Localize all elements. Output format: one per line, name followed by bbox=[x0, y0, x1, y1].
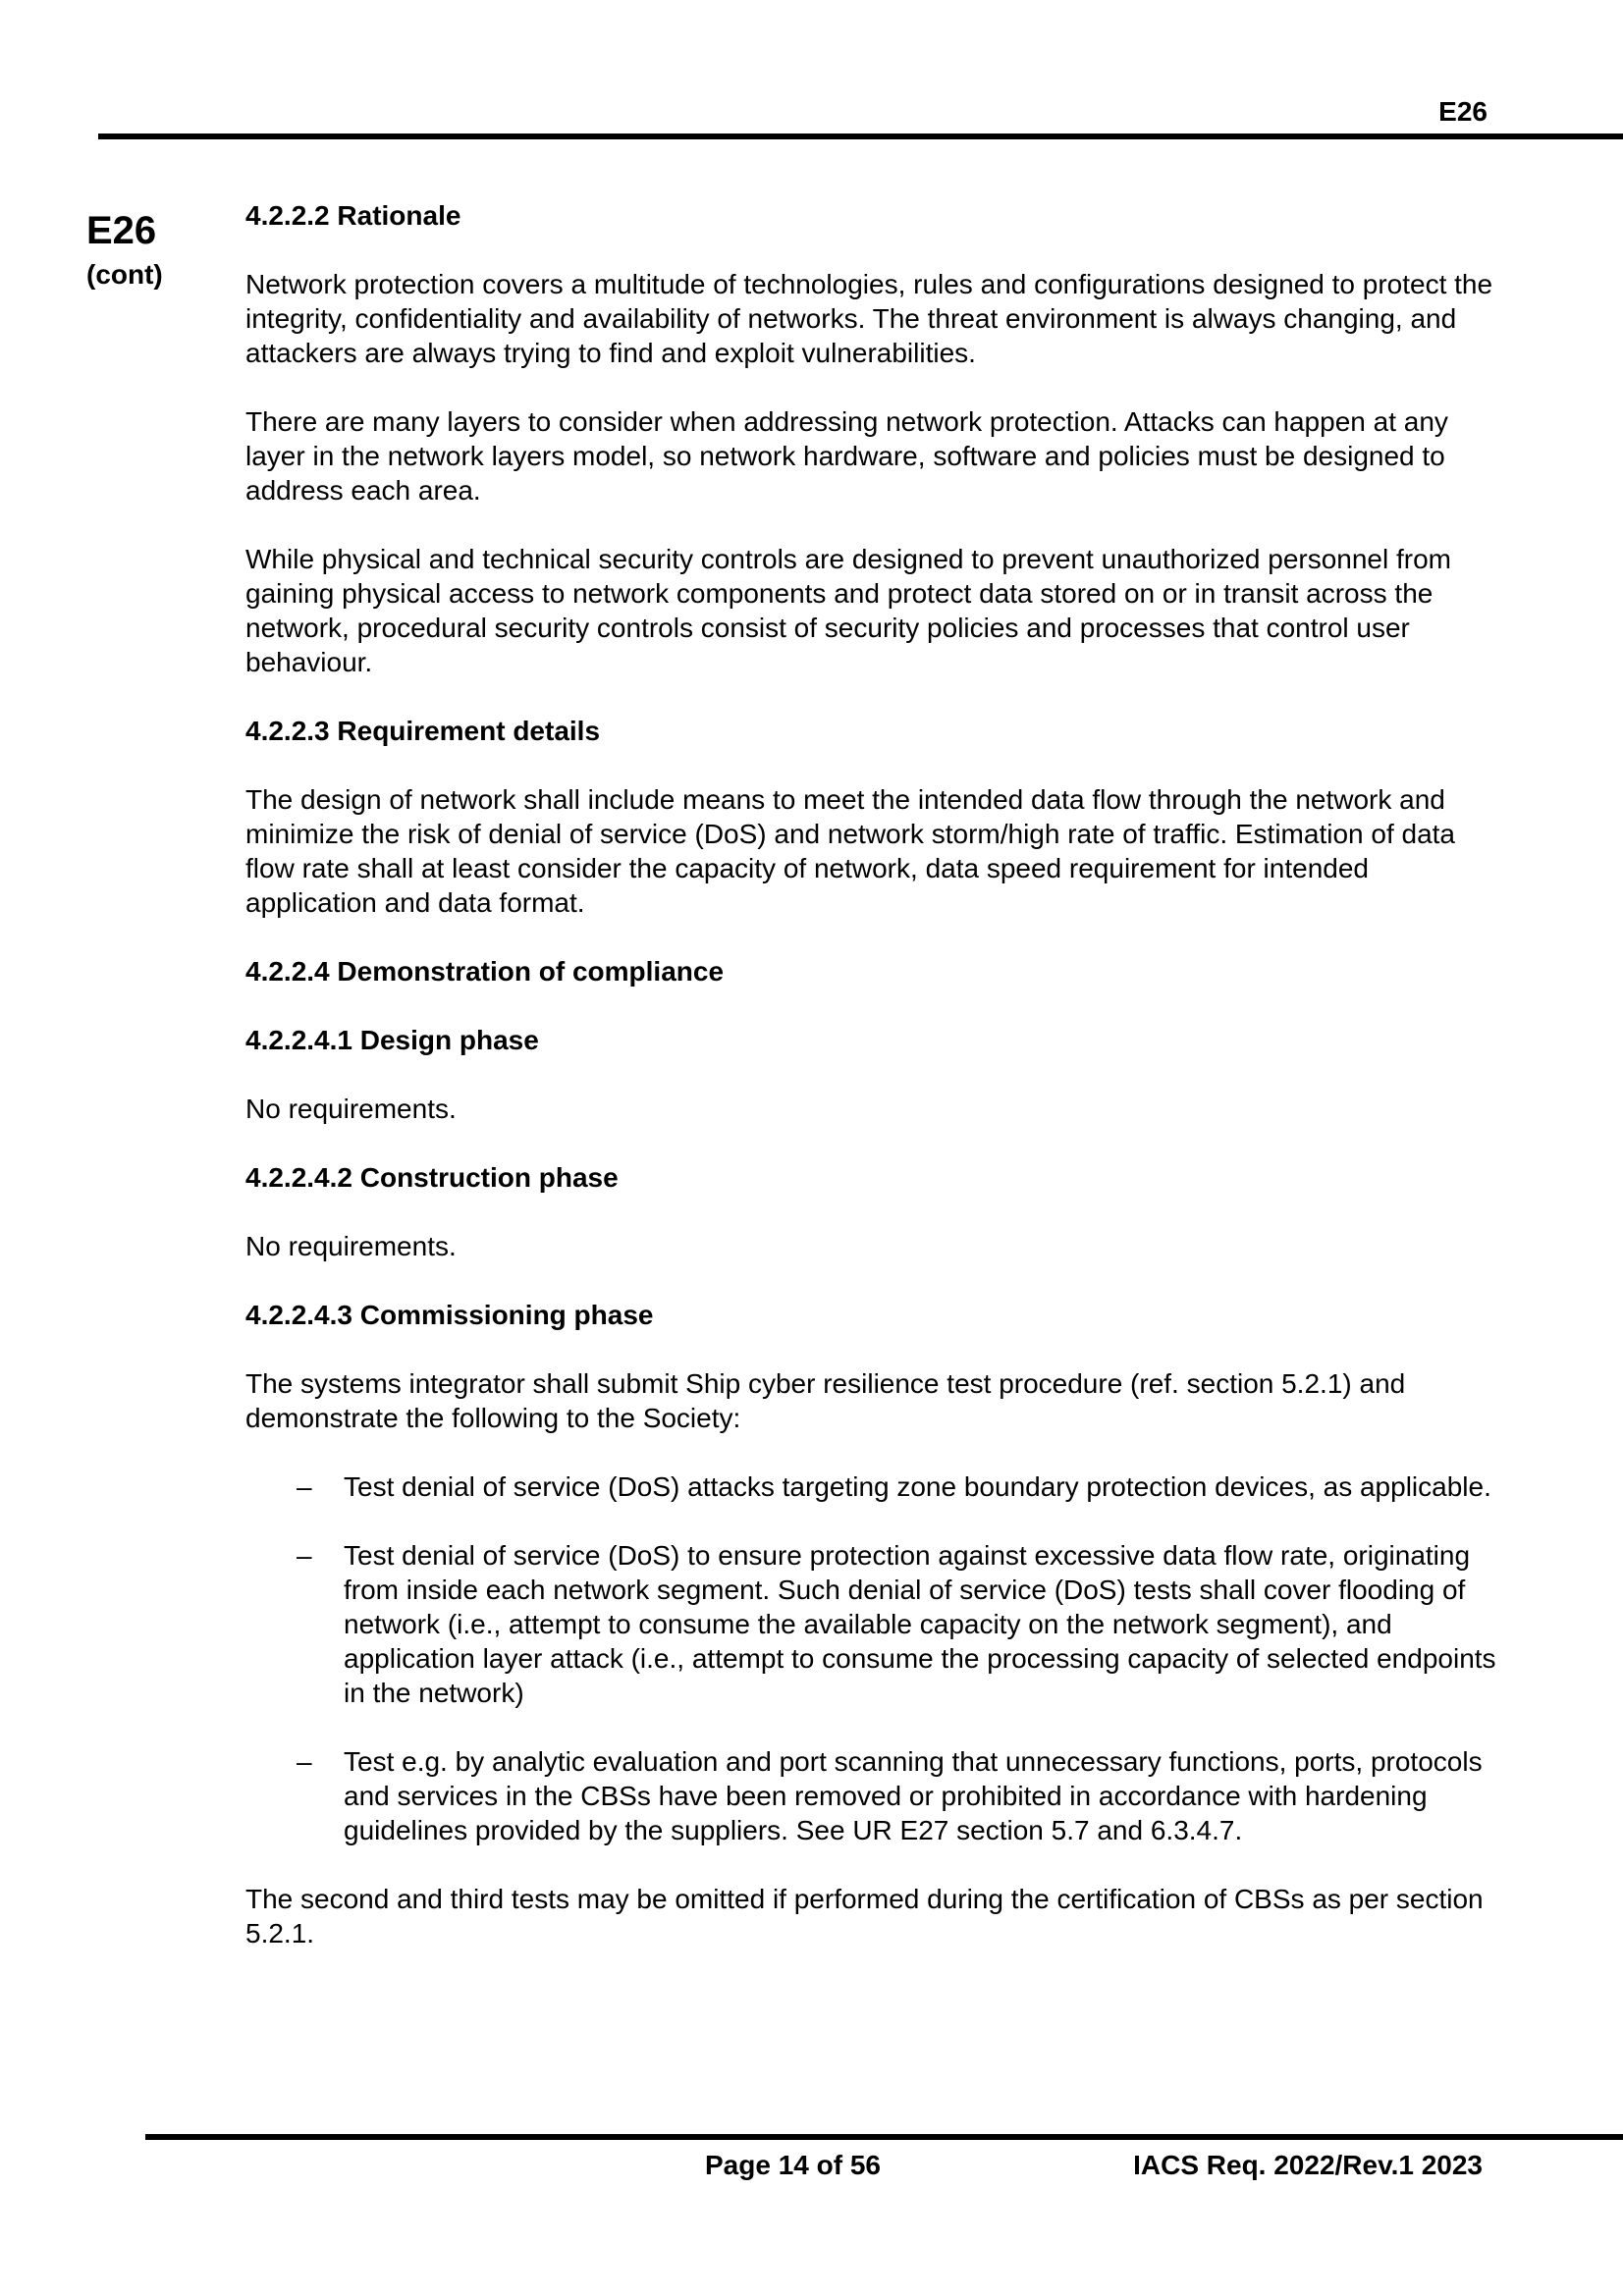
sidebar-code: E26 bbox=[86, 209, 157, 252]
header-code: E26 bbox=[1438, 96, 1488, 127]
paragraph: No requirements. bbox=[245, 1094, 457, 1124]
paragraph: The design of network shall include means to meet the intended data flow through the network and minimize the risk of denial of service (DoS) and network storm/high rate of traffic. Estimation of data flow rate shall at least consider the capacity of network, data speed requirement for intended application and data format. bbox=[245, 784, 1455, 918]
dash-marker: – bbox=[297, 1540, 312, 1571]
header-rule bbox=[98, 133, 1623, 139]
section-heading: 4.2.2.3 Requirement details bbox=[245, 716, 601, 746]
footer-rule bbox=[145, 2134, 1623, 2140]
list-item bbox=[245, 1744, 1497, 1847]
paragraph: The second and third tests may be omitted if performed during the certification of CBSs as per section 5.2.1. bbox=[245, 1884, 1484, 1949]
page-number: Page 14 of 56 bbox=[705, 2150, 881, 2180]
section-heading: 4.2.2.2 Rationale bbox=[245, 200, 461, 231]
test-list bbox=[245, 1469, 1497, 1847]
section-heading: 4.2.2.4.3 Commissioning phase bbox=[245, 1300, 654, 1330]
document-reference: IACS Req. 2022/Rev.1 2023 bbox=[1133, 2150, 1483, 2180]
sidebar-cont: (cont) bbox=[86, 259, 163, 290]
dash-marker: – bbox=[297, 1471, 312, 1502]
list-item-text: Test e.g. by analytic evaluation and port scanning that unnecessary functions, ports, protocols and services in the CBSs have been removed or prohibited in accordance with hardening guidelines provided by the suppliers. See UR E27 section 5.7 and 6.3.4.7. bbox=[344, 1746, 1483, 1845]
list-item bbox=[245, 1538, 1497, 1710]
dash-marker: – bbox=[297, 1746, 312, 1777]
paragraph: No requirements. bbox=[245, 1231, 457, 1261]
paragraph: Network protection covers a multitude of technologies, rules and configurations designed to protect the integrity, confidentiality and availability of networks. The threat environment is always changing, and attackers are always trying to find and exploit vulnerabilities. bbox=[245, 269, 1493, 368]
list-item-text: Test denial of service (DoS) to ensure protection against excessive data flow rate, originating from inside each network segment. Such denial of service (DoS) tests shall cover flooding of network (i.e., attempt to consume the available capacity on the network segment), and application layer attack (i.e., attempt to consume the processing capacity of selected endpoints in the network) bbox=[344, 1540, 1496, 1708]
paragraph: While physical and technical security controls are designed to prevent unauthorized personnel from gaining physical access to network components and protect data stored on or in transit across the network, procedural security controls consist of security policies and processes that control user behaviour. bbox=[245, 544, 1452, 677]
section-heading: 4.2.2.4.1 Design phase bbox=[245, 1025, 539, 1055]
section-heading: 4.2.2.4 Demonstration of compliance bbox=[245, 956, 725, 987]
list-item-text: Test denial of service (DoS) attacks targeting zone boundary protection devices, as applicable. bbox=[344, 1471, 1491, 1502]
document-body bbox=[245, 198, 1497, 1985]
paragraph: There are many layers to consider when addressing network protection. Attacks can happen at any layer in the network layers model, so network hardware, software and policies must be designed to address each area. bbox=[245, 406, 1448, 506]
section-heading: 4.2.2.4.2 Construction phase bbox=[245, 1162, 619, 1193]
list-item bbox=[245, 1469, 1497, 1504]
paragraph: The systems integrator shall submit Ship cyber resilience test procedure (ref. section 5.2.1) and demonstrate the following to the Society: bbox=[245, 1368, 1406, 1433]
